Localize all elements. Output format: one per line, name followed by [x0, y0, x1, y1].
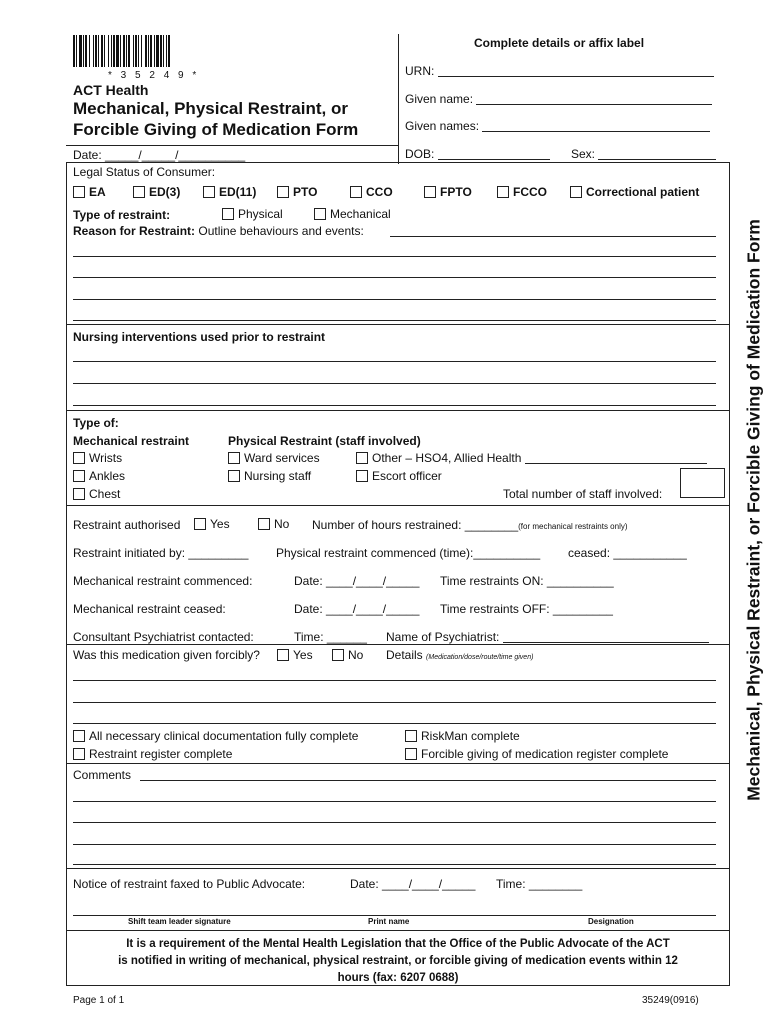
forcibly-label: Was this medication given forcibly?	[73, 648, 260, 662]
auth-no[interactable]: No	[258, 517, 289, 531]
riskman-checkbox[interactable]: RiskMan complete	[405, 729, 520, 743]
mech-ceased-date[interactable]: Date: ____/____/_____	[294, 602, 420, 616]
dob-field[interactable]: DOB:	[405, 147, 550, 161]
phys-other[interactable]: Other – HSO4, Allied Health	[356, 451, 707, 465]
hours-field[interactable]: Number of hours restrained: ________(for mechanical restraints only)	[312, 518, 628, 532]
phys-ceased-field[interactable]: ceased: ___________	[568, 546, 687, 560]
phys-escort-officer[interactable]: Escort officer	[356, 469, 442, 483]
legal-cco[interactable]: CCO	[350, 185, 393, 199]
restraint-mechanical-checkbox[interactable]: Mechanical	[314, 207, 391, 221]
mech-wrists[interactable]: Wrists	[73, 451, 122, 465]
forcibly-no[interactable]: No	[332, 648, 363, 662]
psychiatrist-name-field[interactable]: Name of Psychiatrist:	[386, 630, 709, 644]
legal-fpto[interactable]: FPTO	[424, 185, 472, 199]
initiated-by-field[interactable]: Restraint initiated by: _________	[73, 546, 249, 560]
legal-ed11[interactable]: ED(11)	[203, 185, 256, 199]
mech-chest[interactable]: Chest	[73, 487, 120, 501]
notice-label: Notice of restraint faxed to Public Advocate:	[73, 877, 306, 891]
print-name-label: Print name	[368, 917, 410, 926]
notice-time[interactable]: Time: ________	[496, 877, 583, 891]
legal-pto[interactable]: PTO	[277, 185, 317, 199]
given-names-field[interactable]: Given names:	[405, 119, 710, 133]
forcible-register-checkbox[interactable]: Forcible giving of medication register complete	[405, 747, 668, 761]
date-field[interactable]: Date: _____/_____/__________	[73, 148, 246, 162]
consultant-label: Consultant Psychiatrist contacted:	[73, 630, 254, 644]
mech-commenced-label: Mechanical restraint commenced:	[73, 574, 253, 588]
barcode	[73, 35, 263, 67]
notice-date[interactable]: Date: ____/____/_____	[350, 877, 476, 891]
phys-nursing-staff[interactable]: Nursing staff	[228, 469, 311, 483]
mech-ankles[interactable]: Ankles	[73, 469, 125, 483]
sex-field[interactable]: Sex:	[571, 147, 716, 161]
type-of-label: Type of:	[73, 416, 119, 430]
label-heading: Complete details or affix label	[474, 36, 645, 50]
total-staff-label: Total number of staff involved:	[503, 487, 663, 501]
phys-restraint-heading: Physical Restraint (staff involved)	[228, 434, 421, 448]
restraint-type-label: Type of restraint:	[73, 208, 171, 222]
consultant-time[interactable]: Time: ______	[294, 630, 367, 644]
barcode-number: * 3 5 2 4 9 *	[108, 70, 200, 81]
legal-ed3[interactable]: ED(3)	[133, 185, 180, 199]
mech-commenced-date[interactable]: Date: ____/____/_____	[294, 574, 420, 588]
side-title: Mechanical, Physical Restraint, or Forcible Giving of Medication Form	[743, 219, 764, 801]
legal-status-label: Legal Status of Consumer:	[73, 165, 216, 179]
requirement-notice: It is a requirement of the Mental Health Legislation that the Office of the Public Advocate of the ACT is notified in writing of mechanical, physical restraint, or forcible giving of medication events within 12 hours (fax: 6207 0688)	[66, 930, 730, 986]
time-off-field[interactable]: Time restraints OFF: _________	[440, 602, 613, 616]
phys-commenced-field[interactable]: Physical restraint commenced (time):__________	[276, 546, 541, 560]
comments-label: Comments	[73, 768, 132, 782]
total-staff-input[interactable]	[680, 468, 725, 498]
page-title: Mechanical, Physical Restraint, or Forcible Giving of Medication Form	[73, 99, 359, 139]
reason-label: Reason for Restraint: Outline behaviours and events:	[73, 224, 364, 238]
auth-yes[interactable]: Yes	[194, 517, 230, 531]
doc-complete-checkbox[interactable]: All necessary clinical documentation fully complete	[73, 729, 358, 743]
mech-ceased-label: Mechanical restraint ceased:	[73, 602, 226, 616]
forcibly-yes[interactable]: Yes	[277, 648, 313, 662]
legal-fcco[interactable]: FCCO	[497, 185, 547, 199]
nursing-label: Nursing interventions used prior to restraint	[73, 330, 326, 344]
urn-field[interactable]: URN:	[405, 64, 714, 78]
legal-ea[interactable]: EA	[73, 185, 106, 199]
page-number: Page 1 of 1	[73, 995, 125, 1006]
form-code: 35249(0916)	[642, 995, 699, 1006]
designation-label: Designation	[588, 917, 634, 926]
org-name: ACT Health	[73, 82, 149, 98]
signature-label: Shift team leader signature	[128, 917, 231, 926]
restraint-physical-checkbox[interactable]: Physical	[222, 207, 283, 221]
auth-label: Restraint authorised	[73, 518, 181, 532]
register-complete-checkbox[interactable]: Restraint register complete	[73, 747, 232, 761]
forcibly-details[interactable]: Details (Medication/dose/route/time given)	[386, 648, 534, 662]
given-name-field[interactable]: Given name:	[405, 92, 712, 106]
mech-restraint-heading: Mechanical restraint	[73, 434, 190, 448]
legal-correctional[interactable]: Correctional patient	[570, 185, 699, 199]
phys-ward-services[interactable]: Ward services	[228, 451, 320, 465]
time-on-field[interactable]: Time restraints ON: __________	[440, 574, 614, 588]
